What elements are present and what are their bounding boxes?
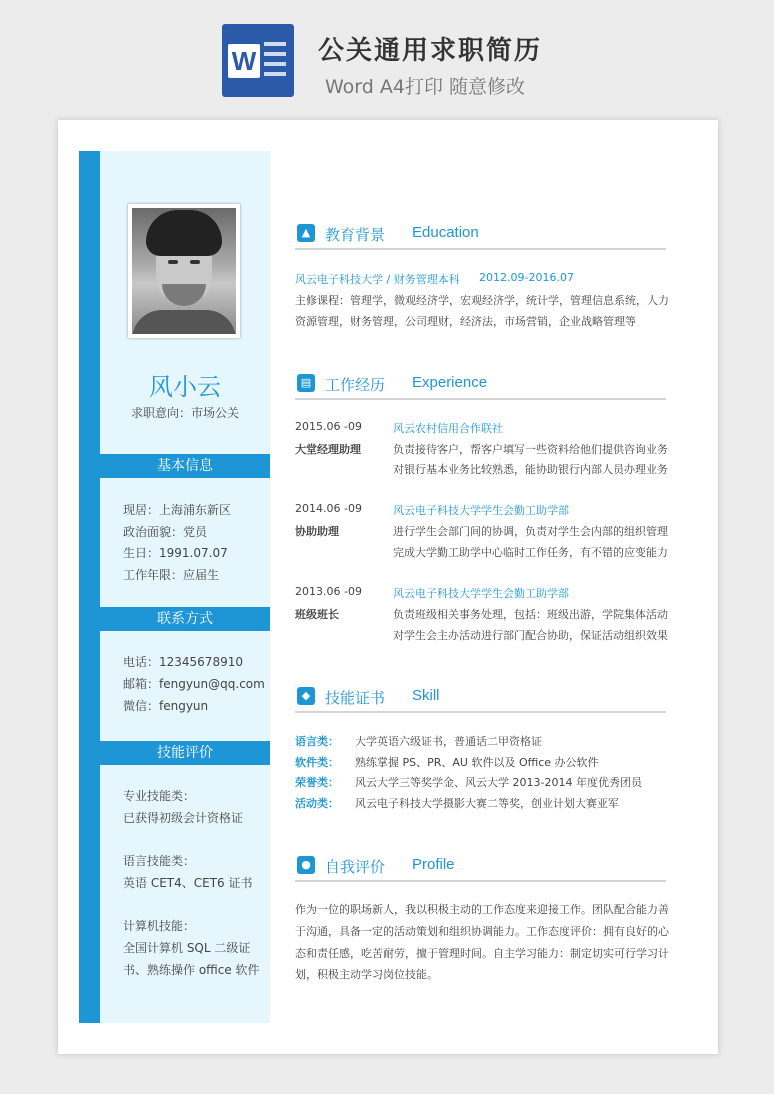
experience-desc: 进行学生会部门间的协调，负责对学生会内部的组织管理 (393, 525, 668, 538)
skill-value: 风云大学三等奖学金、风云大学 2013-2014 年度优秀团员 (355, 776, 642, 789)
section-divider (295, 711, 666, 713)
skill-eval-line: 计算机技能： (123, 919, 196, 933)
resume-page (58, 120, 718, 1054)
skill-eval-line: 英语 CET4、CET6 证书 (123, 876, 253, 890)
skill-value: 风云电子科技大学摄影大赛二等奖，创业计划大赛亚军 (355, 797, 619, 810)
word-icon-line (264, 72, 286, 76)
experience-org: 风云农村信用合作联社 (393, 422, 503, 435)
skill-label: 软件类： (295, 756, 339, 769)
experience-role: 班级班长 (295, 608, 339, 621)
profile-photo (128, 204, 240, 338)
basic-info-line: 工作年限：应届生 (123, 568, 220, 582)
skill-eval-line: 已获得初级会计资格证 (123, 811, 244, 825)
skill-eval-line: 语言技能类： (123, 854, 196, 868)
experience-org: 风云电子科技大学学生会勤工助学部 (393, 587, 569, 600)
experience-date: 2014.06 -09 (295, 502, 362, 515)
skill-eval-line: 书、熟练操作 office 软件 (123, 963, 260, 977)
skill-title: 技能证书 (325, 689, 386, 707)
education-title: 教育背景 (325, 226, 386, 244)
section-divider (295, 880, 666, 882)
experience-desc: 完成大学勤工助学中心临时工作任务，有不错的应变能力 (393, 546, 668, 559)
skill-label: 活动类： (295, 797, 339, 810)
experience-role: 大堂经理助理 (295, 443, 361, 456)
word-icon-letter: W (228, 44, 260, 78)
education-title-en: Education (412, 224, 479, 241)
experience-date: 2013.06 -09 (295, 585, 362, 598)
candidate-name: 风小云 (149, 373, 221, 401)
skill-value: 大学英语六级证书，普通话二甲资格证 (355, 735, 542, 748)
education-school: 风云电子科技大学 / 财务管理本科 (295, 273, 460, 286)
profile-text: 划，积极主动学习岗位技能。 (295, 968, 438, 981)
word-icon-line (264, 42, 286, 46)
experience-date: 2015.06 -09 (295, 420, 362, 433)
document-banner (0, 0, 774, 118)
skill-eval-line: 专业技能类： (123, 789, 196, 803)
skill-label: 荣誉类： (295, 776, 339, 789)
word-icon-line (264, 62, 286, 66)
education-period: 2012.09-2016.07 (479, 271, 574, 284)
education-courses: 资源管理，财务管理，公司理财，经济法，市场营销，企业战略管理等 (295, 315, 636, 328)
experience-desc: 负责班级相关事务处理，包括：班级出游，学院集体活动 (393, 608, 668, 621)
contact-line: 电话：12345678910 (123, 655, 243, 669)
skill-eval-line: 全国计算机 SQL 二级证 (123, 941, 251, 955)
profile-title: 自我评价 (325, 858, 386, 876)
basic-info-line: 政治面貌：党员 (123, 525, 208, 539)
skill-value: 熟练掌握 PS、PR、AU 软件以及 Office 办公软件 (355, 756, 599, 769)
experience-desc: 对银行基本业务比较熟悉，能协助银行内部人员办理业务 (393, 463, 668, 476)
person-icon: ● (297, 856, 315, 874)
skill-label: 语言类： (295, 735, 339, 748)
banner-subtitle: Word A4打印 随意修改 (325, 76, 526, 98)
word-app-icon (222, 24, 294, 97)
basic-info-heading: 基本信息 (100, 454, 270, 478)
skill-eval-heading: 技能评价 (100, 741, 270, 765)
experience-org: 风云电子科技大学学生会勤工助学部 (393, 504, 569, 517)
profile-title-en: Profile (412, 856, 455, 873)
experience-role: 协助助理 (295, 525, 339, 538)
education-courses: 主修课程：管理学，微观经济学，宏观经济学，统计学，管理信息系统，人力 (295, 294, 669, 307)
contact-line: 邮箱：fengyun@qq.com (123, 677, 265, 691)
graduation-cap-icon: ▲ (297, 224, 315, 242)
section-divider (295, 398, 666, 400)
skill-title-en: Skill (412, 687, 440, 704)
experience-title-en: Experience (412, 374, 488, 391)
basic-info-line: 现居：上海浦东新区 (123, 503, 232, 517)
sidebar-accent-bar (79, 151, 100, 1023)
basic-info-line: 生日：1991.07.07 (123, 546, 228, 560)
contact-line: 微信：fengyun (123, 699, 209, 713)
section-divider (295, 248, 666, 250)
profile-text: 态和责任感，吃苦耐劳，擅于管理时间。自主学习能力：制定切实可行学习计 (295, 947, 669, 960)
tag-icon: ◆ (297, 687, 315, 705)
job-intent: 求职意向：市场公关 (130, 406, 239, 420)
profile-text: 作为一位的职场新人，我以积极主动的工作态度来迎接工作。团队配合能力善 (295, 903, 669, 916)
banner-title: 公关通用求职简历 (318, 36, 543, 66)
chart-icon: ▤ (297, 374, 315, 392)
experience-title: 工作经历 (325, 376, 386, 394)
word-icon-line (264, 52, 286, 56)
experience-desc: 负责接待客户，帮客户填写一些资料给他们提供咨询业务 (393, 443, 668, 456)
contact-heading: 联系方式 (100, 607, 270, 631)
profile-text: 于沟通，具备一定的活动策划和组织协调能力。工作态度评价：拥有良好的心 (295, 925, 669, 938)
experience-desc: 对学生会主办活动进行部门配合协助，保证活动组织效果 (393, 629, 668, 642)
